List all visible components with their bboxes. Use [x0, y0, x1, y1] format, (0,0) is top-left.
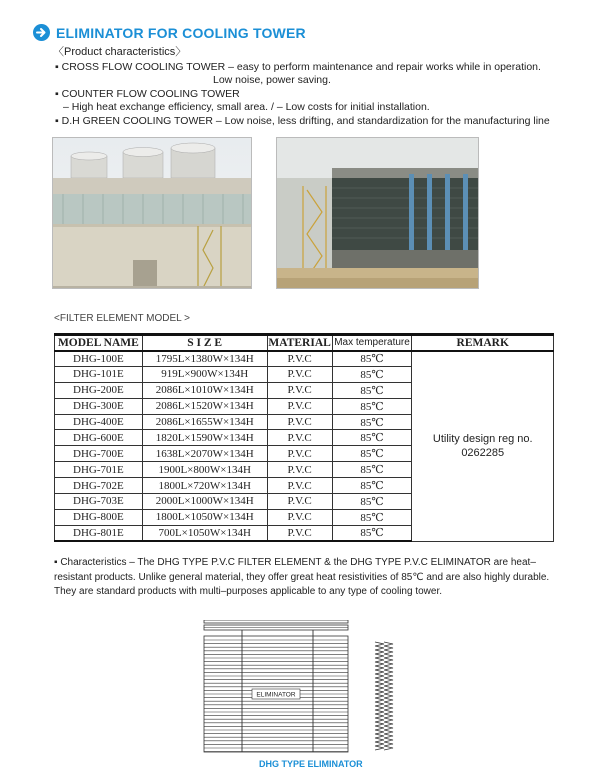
- header-material: MATERIAL: [267, 335, 332, 351]
- cell-size: 919L×900W×134H: [142, 366, 267, 382]
- header-max-temperature: Max temperature: [332, 335, 412, 351]
- characteristics-line-green: ▪ D.H GREEN COOLING TOWER – Low noise, less drifting, and standardization for the manufacturing line: [55, 114, 550, 127]
- cell-temp: 85℃: [332, 525, 412, 541]
- cell-temp: 85℃: [332, 366, 412, 382]
- cell-material: P.V.C: [267, 351, 332, 367]
- diagram-caption: DHG TYPE ELIMINATOR: [259, 759, 363, 769]
- cell-size: 2086L×1520W×134H: [142, 398, 267, 414]
- page-title: ELIMINATOR FOR COOLING TOWER: [56, 24, 306, 41]
- cell-size: 2086L×1010W×134H: [142, 382, 267, 398]
- cell-model: DHG-703E: [55, 494, 143, 510]
- cell-temp: 85℃: [332, 351, 412, 367]
- cell-temp: 85℃: [332, 414, 412, 430]
- cell-size: 2000L×1000W×134H: [142, 494, 267, 510]
- cell-model: DHG-400E: [55, 414, 143, 430]
- cell-size: 2086L×1655W×134H: [142, 414, 267, 430]
- cell-model: DHG-101E: [55, 366, 143, 382]
- table-header-row: [55, 335, 554, 351]
- characteristics-heading: 〈Product characteristics〉: [53, 46, 187, 58]
- cell-model: DHG-200E: [55, 382, 143, 398]
- cell-material: P.V.C: [267, 462, 332, 478]
- remark-line-1: Utility design reg no.: [432, 433, 533, 446]
- cell-size: 1800L×1050W×134H: [142, 509, 267, 525]
- cell-remark: [412, 351, 554, 542]
- cell-size: 1638L×2070W×134H: [142, 446, 267, 462]
- remark-line-2: 0262285: [461, 447, 505, 460]
- cell-temp: 85℃: [332, 398, 412, 414]
- characteristics-line-counterflow: ▪ COUNTER FLOW COOLING TOWER: [55, 87, 240, 100]
- cooling-tower-photo-1: [52, 137, 252, 289]
- cell-material: P.V.C: [267, 494, 332, 510]
- filter-element-table: [54, 333, 554, 542]
- table-caption: <FILTER ELEMENT MODEL >: [54, 313, 190, 324]
- characteristics-line-counterflow-detail: – High heat exchange efficiency, small area. / – Low costs for initial installation.: [63, 101, 430, 114]
- eliminator-inner-label: ELIMINATOR: [256, 691, 296, 699]
- cell-size: 1900L×800W×134H: [142, 462, 267, 478]
- cell-size: 700L×1050W×134H: [142, 525, 267, 541]
- cell-size: 1820L×1590W×134H: [142, 430, 267, 446]
- cell-material: P.V.C: [267, 382, 332, 398]
- header-model-name: MODEL NAME: [55, 335, 143, 351]
- cell-temp: 85℃: [332, 382, 412, 398]
- eliminator-diagram: [200, 620, 400, 761]
- eliminator-side-profile: [375, 642, 393, 750]
- cell-material: P.V.C: [267, 398, 332, 414]
- characteristics-line-crossflow: ▪ CROSS FLOW COOLING TOWER – easy to perform maintenance and repair works while in operation.: [55, 60, 541, 73]
- cell-temp: 85℃: [332, 509, 412, 525]
- cell-model: DHG-100E: [55, 351, 143, 367]
- characteristics-note: ▪ Characteristics – The DHG TYPE P.V.C FILTER ELEMENT & the DHG TYPE P.V.C ELIMINATOR are heat–resistant products. Unlike general material, they offer great heat resistivities of 85℃ and are also highly durable. They are standard products with multi–purposes applicable to any type of cooling tower.: [54, 557, 550, 597]
- cell-model: DHG-600E: [55, 430, 143, 446]
- cell-temp: 85℃: [332, 478, 412, 494]
- cell-temp: 85℃: [332, 462, 412, 478]
- cell-size: 1795L×1380W×134H: [142, 351, 267, 367]
- cell-size: 1800L×720W×134H: [142, 478, 267, 494]
- cell-temp: 85℃: [332, 446, 412, 462]
- cell-material: P.V.C: [267, 478, 332, 494]
- header-remark: REMARK: [412, 335, 554, 351]
- cell-temp: 85℃: [332, 494, 412, 510]
- cell-material: P.V.C: [267, 509, 332, 525]
- product-characteristics: [55, 46, 575, 129]
- cell-model: DHG-801E: [55, 525, 143, 541]
- characteristics-line-crossflow-2: Low noise, power saving.: [213, 74, 331, 87]
- cell-temp: 85℃: [332, 430, 412, 446]
- cell-material: P.V.C: [267, 525, 332, 541]
- cell-model: DHG-700E: [55, 446, 143, 462]
- cell-material: P.V.C: [267, 414, 332, 430]
- cell-model: DHG-702E: [55, 478, 143, 494]
- cell-material: P.V.C: [267, 430, 332, 446]
- page-title-row: [33, 24, 306, 41]
- cooling-tower-photo-2: [276, 137, 479, 289]
- cell-model: DHG-800E: [55, 509, 143, 525]
- cell-model: DHG-701E: [55, 462, 143, 478]
- arrow-right-icon: [33, 24, 50, 41]
- header-size: S I Z E: [142, 335, 267, 351]
- table-row: [55, 351, 554, 367]
- cell-material: P.V.C: [267, 446, 332, 462]
- cell-model: DHG-300E: [55, 398, 143, 414]
- cell-material: P.V.C: [267, 366, 332, 382]
